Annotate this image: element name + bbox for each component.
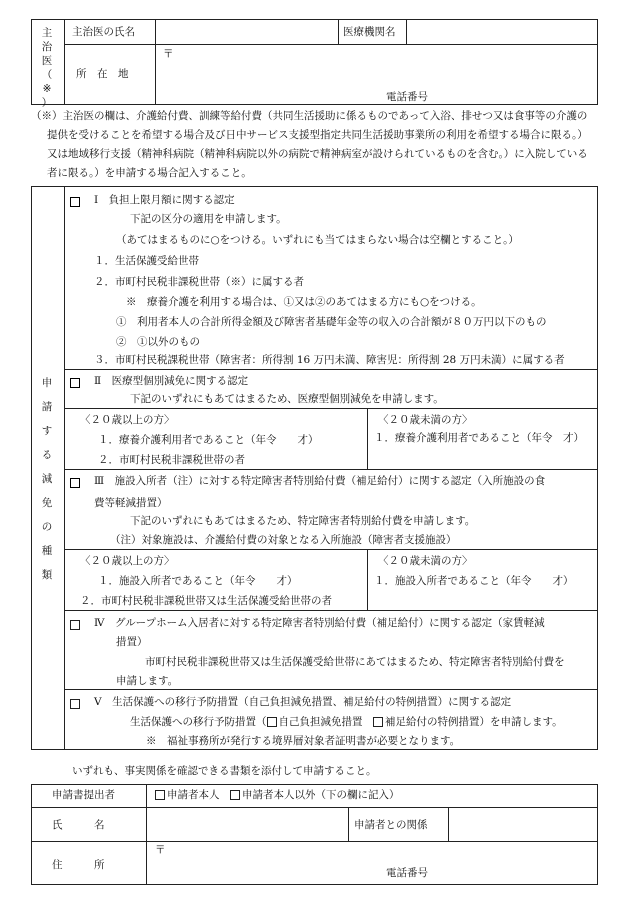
checkbox-section-3[interactable] bbox=[70, 478, 80, 488]
section-2-minor-item-1[interactable]: １．療養介護利用者であること（年令 才） bbox=[374, 432, 584, 444]
section-1-title: Ⅰ 負担上限月額に関する認定 bbox=[94, 194, 235, 206]
section-3-minor-heading: 〈２０歳未満の方〉 bbox=[378, 555, 473, 567]
checkbox-applicant-other[interactable] bbox=[230, 790, 240, 800]
section-2-title: Ⅱ 医療型個別減免に関する認定 bbox=[94, 375, 249, 387]
doctor-note: （※）主治医の欄は、介護給付費、訓練等給付費（共同生活援助に係るものであって入浴、排せつ又は食事等の介護の提供を受けることを希望する場合及び日中サービス支援型指定共同生活援助事業所の利用を希望する場合に限る。）又は地域移行支援（精神科病院（精神科病院以外の病院で精神病室が設けられているものを含む。）に入院している者に限る。）を申請する場合記入すること。 bbox=[31, 110, 588, 179]
doctor-postal-mark: 〒 bbox=[163, 48, 174, 60]
submitter-options: 申請者本人 申請者本人以外（下の欄に記入） bbox=[155, 788, 400, 802]
section-2-line1: 下記のいずれにもあてはまるため、医療型個別減免を申請します。 bbox=[130, 393, 444, 405]
section-1-sub-2[interactable]: ② ①以外のもの bbox=[116, 336, 200, 348]
submitter-label: 申請書提出者 bbox=[52, 789, 115, 801]
doctor-address-label: 所 在 地 bbox=[76, 68, 129, 80]
relation-label: 申請者との関係 bbox=[354, 819, 428, 831]
section-1-sub-1[interactable]: ① 利用者本人の合計所得金額及び障害者基礎年金等の収入の合計額が８０万円以下のもの bbox=[116, 316, 547, 328]
applicant-address-field[interactable] bbox=[148, 843, 596, 883]
section-4-line2: 申請します。 bbox=[116, 675, 179, 687]
section-3-adult-heading: 〈２０歳以上の方〉 bbox=[80, 555, 175, 567]
checkbox-applicant-self[interactable] bbox=[155, 790, 165, 800]
applicant-address-label: 住 所 bbox=[52, 859, 105, 871]
checkbox-supplement-exception[interactable] bbox=[373, 717, 383, 727]
doctor-phone-label: 電話番号 bbox=[386, 91, 428, 103]
doctor-name-field[interactable] bbox=[157, 21, 336, 42]
section-5-line1: 生活保護への移行予防措置（ 自己負担減免措置 補足給付の特例措置）を申請します。 bbox=[130, 716, 563, 728]
applicant-postal-mark: 〒 bbox=[155, 844, 166, 856]
institution-field[interactable] bbox=[408, 21, 596, 42]
section-3-adult-item-2[interactable]: ２．市町村民税非課税世帯又は生活保護受給世帯の者 bbox=[80, 595, 332, 607]
checkbox-section-4[interactable] bbox=[70, 620, 80, 630]
checkbox-section-1[interactable] bbox=[70, 197, 80, 207]
relation-field[interactable] bbox=[450, 809, 596, 839]
section-1-item-3[interactable]: ３．市町村民税課税世帯（障害者：所得割 16 万円未満、障害児：所得割 28 万円未満）に属する者 bbox=[94, 354, 565, 366]
section-2-adult-heading: 〈２０歳以上の方〉 bbox=[80, 414, 175, 426]
applicant-name-field[interactable] bbox=[148, 809, 346, 839]
section-3-adult-item-1[interactable]: １．施設入所者であること（年令 才） bbox=[98, 575, 298, 587]
checkbox-section-5[interactable] bbox=[70, 699, 80, 709]
section-5-note: ※ 福祉事務所が発行する境界層対象者証明書が必要となります。 bbox=[146, 735, 461, 747]
section-3-title: Ⅲ 施設入所者（注）に対する特定障害者特別給付費（補足給付）に関する認定（入所施設の食 bbox=[94, 475, 546, 487]
section-4-title: Ⅳ グループホーム入居者に対する特定障害者特別給付費（補足給付）に関する認定（家賃軽減 bbox=[94, 617, 545, 629]
section-3-line1: 下記のいずれにもあてはまるため、特定障害者特別給付費を申請します。 bbox=[130, 515, 476, 527]
section-1-item-1[interactable]: １．生活保護受給世帯 bbox=[94, 255, 199, 267]
section-2-adult-item-2[interactable]: ２．市町村民税非課税世帯の者 bbox=[98, 454, 245, 466]
section-2-minor-heading: 〈２０歳未満の方〉 bbox=[378, 414, 473, 426]
section-3-minor-item-1[interactable]: １．施設入所者であること（年令 才） bbox=[374, 575, 574, 587]
section-2-adult-item-1[interactable]: １．療養介護利用者であること（年令 才） bbox=[98, 434, 319, 446]
reduction-side-label: 申 請 す る 減 免 の 種 類 bbox=[41, 377, 53, 581]
section-4-title-cont: 措置） bbox=[116, 636, 148, 648]
checkbox-self-pay-reduction[interactable] bbox=[267, 717, 277, 727]
section-1-line2: （あてはまるものに○をつける。いずれにも当てはまらない場合は空欄とすること。） bbox=[116, 234, 519, 246]
section-1-note: ※ 療養介護を利用する場合は、①又は②のあてはまる方にも○をつける。 bbox=[126, 296, 482, 308]
applicant-name-label: 氏 名 bbox=[52, 819, 105, 831]
section-1-line1: 下記の区分の適用を申請します。 bbox=[130, 213, 287, 225]
institution-label: 医療機関名 bbox=[343, 26, 396, 38]
doctor-address-field[interactable] bbox=[157, 46, 596, 103]
section-5-title: Ⅴ 生活保護への移行予防措置（自己負担減免措置、補足給付の特例措置）に関する認定 bbox=[94, 696, 512, 708]
doctor-side-label: 主 治 医 （ ※ ） bbox=[41, 27, 53, 109]
checkbox-section-2[interactable] bbox=[70, 378, 80, 388]
section-3-title-cont: 費等軽減措置） bbox=[94, 497, 168, 509]
doctor-name-label: 主治医の氏名 bbox=[72, 26, 135, 38]
footer-note: いずれも、事実関係を確認できる書類を添付して申請すること。 bbox=[72, 765, 377, 777]
applicant-phone-label: 電話番号 bbox=[386, 867, 428, 879]
section-3-line2: （注）対象施設は、介護給付費の対象となる入所施設（障害者支援施設） bbox=[110, 534, 457, 546]
section-1-item-2[interactable]: ２．市町村民税非課税世帯（※）に属する者 bbox=[94, 276, 304, 288]
section-4-line1: 市町村民税非課税世帯又は生活保護受給世帯にあてはまるため、特定障害者特別給付費を bbox=[145, 656, 565, 668]
